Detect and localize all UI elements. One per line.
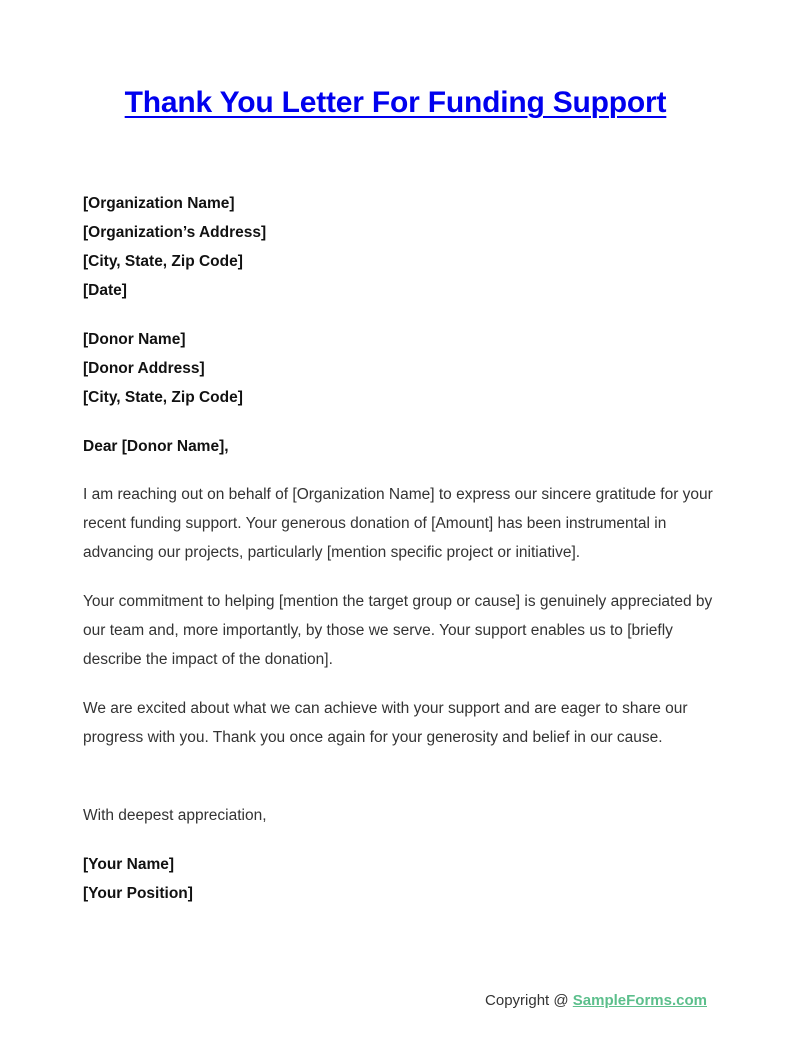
salutation-text: Dear [Donor Name], [83, 438, 229, 455]
recipient-address-block [83, 325, 713, 412]
sender-address-block [83, 189, 713, 305]
sender-organization-address: [Organization’s Address] [83, 224, 267, 241]
recipient-donor-name: [Donor Name] [83, 331, 186, 348]
signature-name: [Your Name] [83, 856, 175, 873]
body-paragraph-1: I am reaching out on behalf of [Organization Name] to express our sincere gratitude for your recent funding support. Your generous donation of [Amount] has been instrumental in advancing our projects, particularly [mention specific project or initiative]. [83, 486, 713, 561]
sampleforms-link[interactable]: SampleForms.com [572, 992, 707, 1009]
sender-city-state-zip: [City, State, Zip Code] [83, 253, 243, 270]
recipient-donor-address: [Donor Address] [83, 360, 205, 377]
body-paragraph-3: We are excited about what we can achieve with your support and are eager to share our progress with you. Thank you once again for your generosity and belief in our cause. [83, 700, 688, 746]
document-title[interactable]: Thank You Letter For Funding Support [124, 86, 667, 119]
recipient-city-state-zip: [City, State, Zip Code] [83, 389, 243, 406]
signature-position: [Your Position] [83, 885, 193, 902]
closing-line: With deepest appreciation, [83, 807, 267, 824]
salutation [83, 432, 713, 461]
letter-date: [Date] [83, 282, 127, 299]
body-paragraph-2: Your commitment to helping [mention the target group or cause] is genuinely appreciated by our team and, more importantly, by those we serve. Your support enables us to [briefly describe the impact of the donation]. [83, 593, 713, 668]
signature-block [83, 850, 713, 908]
copyright-text: Copyright @ [485, 992, 573, 1009]
copyright-footer [485, 992, 707, 1009]
sender-organization-name: [Organization Name] [83, 195, 235, 212]
